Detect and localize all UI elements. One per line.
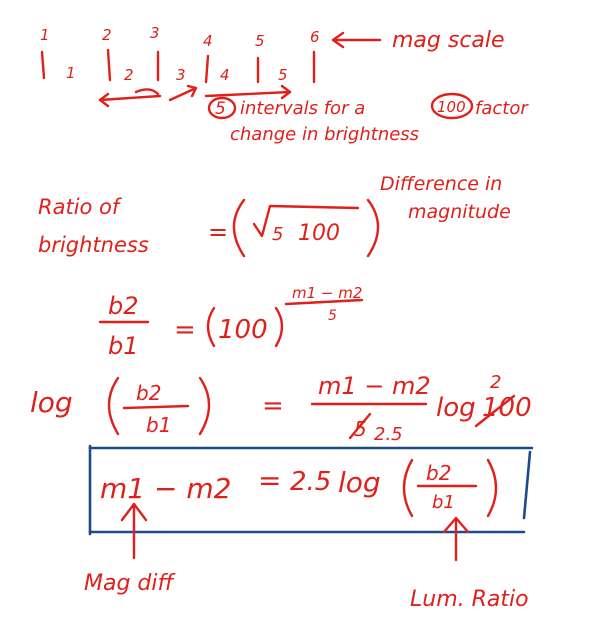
- rhs-log-argument: 100: [482, 393, 532, 423]
- interval-arrow-icon: [170, 86, 196, 100]
- denominator-b1: b1: [432, 492, 455, 513]
- rhs-log-word: log: [436, 393, 476, 423]
- mag-scale-label: mag scale: [392, 28, 505, 53]
- exponent-line1: Difference in: [380, 173, 503, 195]
- up-arrow-icon: [444, 518, 468, 560]
- coefficient: 2.5: [290, 467, 332, 497]
- numerator-b2: b2: [426, 461, 452, 485]
- interval-arrow-icon: [136, 89, 158, 94]
- rhs-numerator: m1 − m2: [318, 372, 431, 400]
- exponent-numerator: m1 − m2: [292, 284, 363, 302]
- equals-sign: =: [208, 218, 229, 246]
- scale-top-number: 5: [255, 32, 265, 50]
- close-paren: [368, 200, 378, 256]
- log-word: log: [338, 466, 381, 499]
- exponent-line2: magnitude: [408, 201, 511, 223]
- scale-top-number: 2: [102, 26, 112, 44]
- root-index: 5: [272, 224, 284, 245]
- left-arrow-icon: [333, 33, 380, 47]
- radicand: 100: [298, 221, 340, 246]
- close-paren: [488, 460, 496, 516]
- scale-top-number: 4: [203, 32, 213, 50]
- power-base: 100: [218, 315, 268, 345]
- exponent-denominator: 5: [328, 308, 337, 324]
- interval-arrow-icon: [100, 94, 160, 106]
- scale-interval-number: 2: [124, 66, 134, 84]
- scale-top-number: 1: [40, 26, 50, 44]
- magnitude-difference: m1 − m2: [100, 472, 232, 505]
- scale-top-number: 6: [310, 28, 320, 46]
- mag-diff-label: Mag diff: [84, 571, 174, 596]
- rhs-replacement: 2: [490, 372, 502, 393]
- close-paren: [276, 308, 282, 346]
- open-paren: [404, 460, 412, 516]
- rhs-denominator: 2.5: [374, 424, 403, 445]
- interval-count: 5: [215, 99, 226, 119]
- fraction-bar: [124, 406, 188, 408]
- equals-sign: =: [262, 391, 284, 421]
- scale-interval-number: 4: [220, 66, 230, 84]
- log-equation: [30, 372, 532, 445]
- scale-tick: [42, 52, 44, 78]
- interval-factor: 100: [437, 98, 466, 116]
- scale-interval-number: 5: [278, 66, 288, 84]
- lum-ratio-label: Lum. Ratio: [410, 587, 529, 612]
- open-paren: [109, 378, 118, 434]
- brightness-ratio-equation: [38, 173, 511, 257]
- scale-tick: [108, 50, 110, 80]
- interval-note-text: intervals for a: [240, 98, 366, 119]
- box-right-edge: [524, 452, 530, 518]
- ratio-label-line2: brightness: [38, 233, 149, 257]
- denominator-b1: b1: [146, 413, 172, 437]
- boxed-result: [90, 446, 532, 534]
- ratio-label-line1: Ratio of: [38, 195, 120, 219]
- open-paren: [234, 200, 244, 256]
- equals-sign: =: [174, 315, 196, 345]
- interval-note-line2: change in brightness: [230, 124, 420, 145]
- power-equation: [100, 284, 362, 360]
- interval-note-tail: factor: [475, 98, 528, 119]
- close-paren: [200, 378, 209, 434]
- scale-interval-number: 3: [176, 66, 186, 84]
- scale-tick: [206, 56, 208, 82]
- magnitude-scale: [40, 24, 529, 145]
- interval-arrow-icon: [206, 86, 290, 98]
- equals-sign: =: [258, 464, 282, 497]
- scale-top-number: 3: [150, 24, 160, 42]
- denominator-b1: b1: [108, 332, 139, 360]
- open-paren: [208, 308, 214, 346]
- scale-interval-number: 1: [66, 64, 76, 82]
- numerator-b2: b2: [108, 292, 139, 320]
- log-word: log: [30, 386, 73, 419]
- struck-denominator: 5: [354, 417, 367, 441]
- annotations: [84, 504, 529, 612]
- numerator-b2: b2: [136, 381, 162, 405]
